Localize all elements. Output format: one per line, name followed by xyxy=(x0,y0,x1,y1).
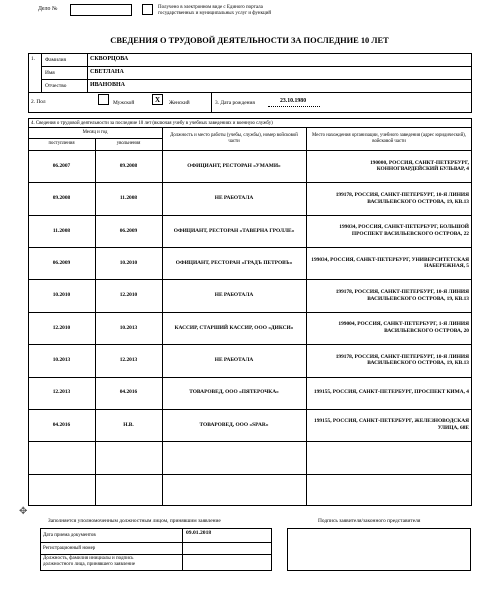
row-end[interactable] xyxy=(95,441,162,473)
case-label: Дело № xyxy=(38,6,58,12)
activity-section-title: 4. Сведения о трудовой деятельности за последние 10 лет (включая учебу в учебных заведениях и военную службу) xyxy=(31,121,273,126)
row-end[interactable]: 04.2016 xyxy=(119,389,138,396)
official-label-line2: должностного лица, принявшего заявление xyxy=(43,562,136,567)
row-position[interactable]: ТОВАРОВЕД, ООО «ПЯТЕРОЧКА» xyxy=(189,389,279,396)
reg-number-label: Регистрационный номер xyxy=(43,546,96,551)
row-end[interactable] xyxy=(95,474,162,506)
official-note: Заполняется уполномоченным должностным лицом, принявшим заявление xyxy=(48,518,221,524)
row-start[interactable]: 06.2009 xyxy=(52,259,71,266)
row-position[interactable]: ТОВАРОВЕД, ООО «SPAR» xyxy=(199,421,269,428)
case-number-field[interactable] xyxy=(70,4,132,16)
electronic-note-line2: государственных и муниципальных услуг и функций xyxy=(158,11,272,16)
female-checkbox[interactable] xyxy=(152,94,163,105)
row-position[interactable]: НЕ РАБОТАЛА xyxy=(214,195,254,202)
row-divider xyxy=(28,182,472,183)
row-location[interactable] xyxy=(306,474,472,506)
female-label: Женский xyxy=(169,100,190,106)
row-position[interactable]: НЕ РАБОТАЛА xyxy=(214,292,254,299)
row-position[interactable] xyxy=(162,441,306,473)
row-divider xyxy=(28,247,472,248)
row-divider xyxy=(28,344,472,345)
row-start[interactable]: 10.2013 xyxy=(52,357,71,364)
name-label: Имя xyxy=(45,70,55,76)
col-header-location: Место нахождения организации, учебного заведения (адрес юридический), войсковой части xyxy=(312,132,466,144)
row-divider xyxy=(28,409,472,410)
row-position[interactable] xyxy=(162,474,306,506)
row-location[interactable]: 199004, РОССИЯ, САНКТ-ПЕТЕРБУРГ, 1-Я ЛИНИЯ ВАСИЛЬЕВСКОГО ОСТРОВА, 20 xyxy=(338,321,469,334)
row-start[interactable]: 10.2010 xyxy=(52,292,71,299)
row-location[interactable]: 199034, РОССИЯ, САНКТ-ПЕТЕРБУРГ, УНИВЕРСИТЕТСКАЯ НАБЕРЕЖНАЯ, 5 xyxy=(311,256,469,270)
row-position[interactable]: ОФИЦИАНТ, РЕСТОРАН «ГРАДЪ ПЕТРОВЪ» xyxy=(175,259,293,266)
row-start[interactable]: 12.2010 xyxy=(52,324,71,331)
row-end[interactable]: Н.В. xyxy=(123,421,134,428)
row-divider xyxy=(28,279,472,280)
row-location[interactable]: 190000, РОССИЯ, САНКТ-ПЕТЕРБУРГ, КОННОГВАРДЕЙСКИЙ БУЛЬВАР, 4 xyxy=(369,159,469,173)
row-divider xyxy=(28,215,472,216)
row-end[interactable]: 12.2013 xyxy=(119,357,138,364)
female-check-mark: X xyxy=(154,96,161,104)
surname-value[interactable]: СКВОРЦОВА xyxy=(90,56,129,62)
row-location[interactable]: 199155, РОССИЯ, САНКТ-ПЕТЕРБУРГ, ПРОСПЕКТ КИМА, 4 xyxy=(313,389,469,396)
signature-note: Подпись заявителя/законного представителя xyxy=(318,518,421,524)
surname-label: Фамилия xyxy=(45,57,67,63)
row-end[interactable]: 10.2010 xyxy=(119,259,138,266)
row-start[interactable] xyxy=(28,474,95,506)
row-location[interactable]: 199178, РОССИЯ, САНКТ-ПЕТЕРБУРГ, 10-Я ЛИНИЯ ВАСИЛЬЕВСКОГО ОСТРОВА, 19, КВ.13 xyxy=(335,353,469,367)
row-start[interactable] xyxy=(28,441,95,473)
row-start[interactable]: 12.2013 xyxy=(52,389,71,396)
date-received-value[interactable]: 09.01.2018 xyxy=(186,530,212,536)
electronic-checkbox[interactable] xyxy=(142,4,153,15)
row-start[interactable]: 09.2008 xyxy=(52,195,71,202)
male-label: Мужской xyxy=(113,100,135,106)
col-header-end: увольнения xyxy=(116,141,141,147)
signature-box[interactable] xyxy=(287,528,471,571)
row-start[interactable]: 06.2007 xyxy=(52,162,71,169)
row-end[interactable]: 06.2009 xyxy=(119,227,138,234)
official-label-line1: Должность, фамилия инициалы и подпись xyxy=(43,556,134,561)
row-position[interactable]: ОФИЦИАНТ, РЕСТОРАН «ТАВЕРНА ГРОЛЛЕ» xyxy=(173,227,295,234)
sex-label: 2. Пол xyxy=(31,99,46,105)
row-location[interactable] xyxy=(306,441,472,473)
date-received-label: Дата приема документов xyxy=(43,533,96,538)
row-divider xyxy=(28,377,472,378)
col-header-start: поступления xyxy=(48,141,75,147)
row-divider xyxy=(28,441,472,442)
row-divider xyxy=(28,474,472,475)
row-start[interactable]: 04.2016 xyxy=(52,421,71,428)
row-start[interactable]: 11.2008 xyxy=(52,227,71,234)
col-header-month-year: Месяц и год xyxy=(82,129,108,135)
row-end[interactable]: 12.2010 xyxy=(119,292,138,299)
male-checkbox[interactable] xyxy=(98,94,109,105)
patronymic-value[interactable]: ИВАНОВНА xyxy=(90,82,125,88)
patronymic-label: Отчество xyxy=(45,83,67,89)
electronic-note-line1: Получено в электронном виде с Единого портала xyxy=(158,5,263,10)
row-divider xyxy=(28,312,472,313)
row-location[interactable]: 199155, РОССИЯ, САНКТ-ПЕТЕРБУРГ, ЖЕЛЕЗНОВОДСКАЯ УЛИЦА, 68Е xyxy=(314,418,469,432)
section-1-number: 1. xyxy=(31,56,36,62)
row-location[interactable]: 199178, РОССИЯ, САНКТ-ПЕТЕРБУРГ, 10-Я ЛИНИЯ ВАСИЛЬЕВСКОГО ОСТРОВА, 19, КВ.13 xyxy=(335,191,469,205)
birth-date-label: 3. Дата рождения xyxy=(215,100,255,106)
row-end[interactable]: 11.2008 xyxy=(119,195,138,202)
row-position[interactable]: НЕ РАБОТАЛА xyxy=(214,357,254,364)
move-handle-icon[interactable]: ✥ xyxy=(19,506,28,517)
row-end[interactable]: 09.2008 xyxy=(119,162,138,169)
page-title: СВЕДЕНИЯ О ТРУДОВОЙ ДЕЯТЕЛЬНОСТИ ЗА ПОСЛЕДНИЕ 10 ЛЕТ xyxy=(110,36,389,45)
row-position[interactable]: КАССИР, СТАРШИЙ КАССИР, ООО «ДИКСИ» xyxy=(174,324,294,331)
row-end[interactable]: 10.2013 xyxy=(119,324,138,331)
row-position[interactable]: ОФИЦИАНТ, РЕСТОРАН «УМАМИ» xyxy=(187,162,281,169)
row-location[interactable]: 199034, РОССИЯ, САНКТ-ПЕТЕРБУРГ, БОЛЬШОЙ ПРОСПЕКТ ВАСИЛЬЕВСКОГО ОСТРОВА, 22 xyxy=(339,224,469,237)
col-header-position: Должность и место работы (учебы, службы), номер войсковой части xyxy=(170,132,298,144)
row-location[interactable]: 199178, РОССИЯ, САНКТ-ПЕТЕРБУРГ, 10-Я ЛИНИЯ ВАСИЛЬЕВСКОГО ОСТРОВА, 19, КВ.13 xyxy=(335,289,469,302)
name-value[interactable]: СВЕТЛАНА xyxy=(90,69,124,75)
birth-date-value[interactable]: 23.10.1980 xyxy=(280,98,307,104)
